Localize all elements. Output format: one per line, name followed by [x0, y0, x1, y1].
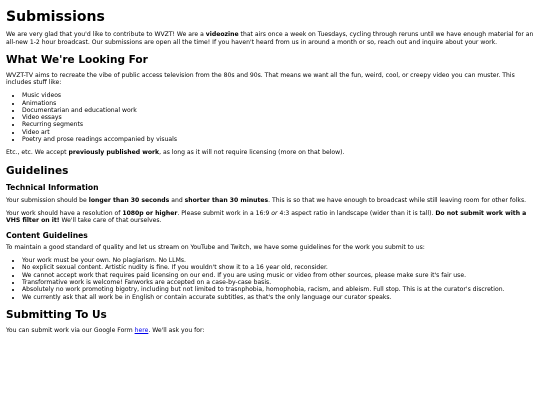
page-title: Submissions	[6, 9, 105, 25]
list-item: • Recurring segments	[22, 121, 534, 128]
intro-bold-videozine: videozine	[205, 31, 239, 39]
intro-text-2: that airs once a week on Tuesdays, cycling through reruns until we have enough material for an all-new 1-2 hour broadcast. Our submissions are open all the time! If you haven't heard from us in around a month or so, reach out and inquire about your work.	[6, 31, 534, 46]
submitting-text-1: You can submit work via our Google Form	[6, 326, 135, 334]
list-item: • Animations	[22, 100, 534, 107]
content-list	[6, 257, 534, 301]
list-item: • We currently ask that all work be in English or contain accurate subtitles, as that's the only language our curator speaks.	[22, 294, 534, 301]
technical-heading: Technical Information	[6, 183, 99, 193]
technical-bold-min-length: longer than 30 seconds	[88, 196, 170, 204]
list-item: • Poetry and prose readings accompanied by visuals	[22, 136, 534, 143]
list-item: • Documentarian and educational work	[22, 107, 534, 114]
intro-text-1: We are very glad that you'd like to contribute to WVZT! We are a	[6, 31, 206, 39]
submitting-paragraph	[6, 327, 534, 334]
technical-bold-max-length: shorter than 30 minutes	[184, 196, 269, 204]
technical-text: . Please submit work in a 16:9	[177, 209, 272, 217]
content-paragraph: To maintain a good standard of quality and let us stream on YouTube and Twitch, we have some guidelines for the work you submit to us:	[6, 243, 425, 251]
content-heading: Content Guidelines	[6, 230, 88, 240]
technical-bold-resolution: 1080p or higher	[122, 209, 178, 217]
etc-text-2: , as long as it will not require licensing (more on that below).	[159, 149, 345, 157]
technical-paragraph-length	[6, 197, 534, 204]
list-item: • Music videos	[22, 92, 534, 99]
technical-text: . This is so that we have enough to broadcast while still leaving room for other folks.	[268, 196, 527, 204]
technical-paragraph-resolution	[6, 210, 534, 225]
looking-for-list	[6, 92, 534, 143]
list-item: • Your work must be your own. No plagiarism. No LLMs.	[22, 257, 534, 264]
list-item: • Transformative work is welcome! Fanworks are accepted on a case-by-case basis.	[22, 279, 534, 286]
list-item: • Video essays	[22, 114, 534, 121]
intro-paragraph	[6, 31, 534, 46]
looking-for-paragraph: WVZT-TV aims to recreate the vibe of public access television from the 80s and 90s. That means we want all the fun, weird, cool, or creepy video you can muster. This includes stuff like:	[6, 71, 515, 86]
technical-italic-or: or	[271, 209, 278, 217]
technical-text: and	[169, 196, 185, 204]
technical-text: Your submission should be	[6, 196, 89, 204]
technical-bold-vhs-warning: Do not submit work with a VHS filter on it!	[6, 209, 527, 225]
list-item: • We cannot accept work that requires paid licensing on our end. If you are using music or video from other sources, please make sure it's fair use.	[22, 272, 534, 279]
technical-text: 4:3 aspect ratio in landscape (wider than it is tall).	[277, 209, 436, 217]
etc-paragraph	[6, 149, 534, 156]
google-form-link[interactable]: here	[134, 326, 149, 334]
technical-text: Your work should have a resolution of	[6, 209, 123, 217]
looking-for-heading: What We're Looking For	[6, 54, 148, 67]
etc-bold-published: previously published work	[68, 149, 160, 157]
list-item: • Video art	[22, 129, 534, 136]
list-item: • No explicit sexual content. Artistic nudity is fine. If you wouldn't show it to a 16 year old, reconsider.	[22, 264, 534, 271]
technical-text: We'll take care of that ourselves.	[59, 217, 162, 225]
guidelines-heading: Guidelines	[6, 164, 69, 177]
submitting-text-2: . We'll ask you for:	[148, 326, 205, 334]
submitting-heading: Submitting To Us	[6, 309, 107, 322]
list-item: • Absolutely no work promoting bigotry, including but not limited to trasnphobia, homophobia, racism, and ableism. Full stop. This is at the curator's discretion.	[22, 286, 534, 293]
etc-text-1: Etc., etc. We accept	[6, 149, 69, 157]
